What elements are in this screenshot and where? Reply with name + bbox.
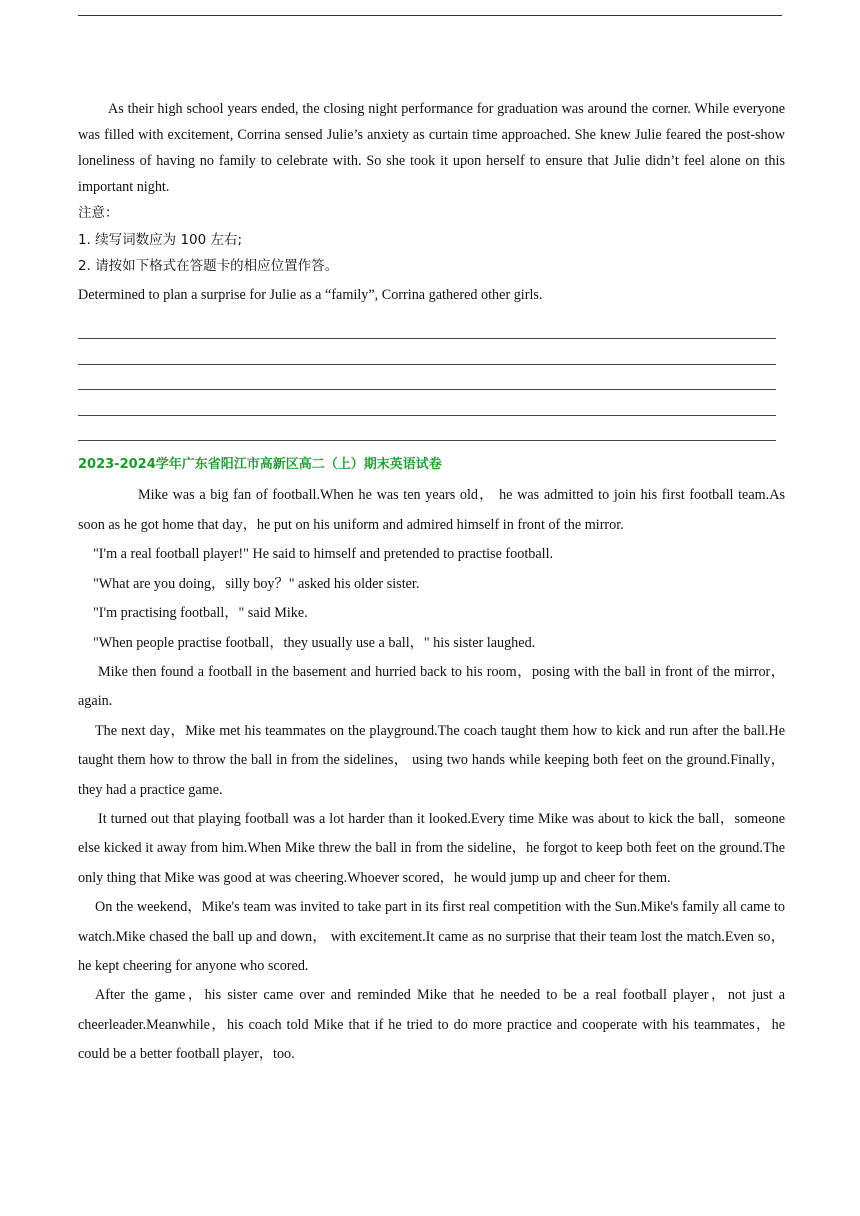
- note-item-1: 1. 续写词数应为 100 左右;: [78, 231, 243, 248]
- answer-lines: [78, 314, 785, 442]
- story-paragraph: "I'm a real football player!" He said to himself and pretended to practise football.: [93, 546, 554, 563]
- story-paragraph: After the game，his sister came over and reminded Mike that he needed to be a real football player，not just a cheerleader.Meanwhile，his coach told Mike that if he tried to do more practice and cooperate with his teammates，he could be a better football player，too.: [78, 987, 785, 1063]
- continuation-prompt: Determined to plan a surprise for Julie as a “family”, Corrina gathered other girls.: [78, 286, 543, 303]
- document-page: [78, 96, 785, 1070]
- note-item-2: 2. 请按如下格式在答题卡的相应位置作答。: [78, 258, 339, 274]
- story-paragraph: Mike was a big fan of football.When he was ten years old， he was admitted to join his first football team.As soon as he got home that day，he put on his uniform and admired himself in front of the mirror.: [78, 487, 785, 533]
- notes-label: 注意：: [78, 205, 119, 221]
- story-paragraph: "When people practise football，they usually use a ball，" his sister laughed.: [93, 634, 536, 651]
- answer-line[interactable]: [78, 314, 776, 340]
- story-paragraph: The next day，Mike met his teammates on the playground.The coach taught them how to kick and run after the ball.He taught them how to throw the ball in from the sidelines， using two hands while keeping both feet on the ground.Finally，they had a practice game.: [78, 722, 785, 798]
- section-title: 2023-2024学年广东省阳江市高新区高二（上）期末英语试卷: [78, 457, 442, 473]
- answer-line[interactable]: [78, 416, 776, 442]
- header-rule: [78, 15, 782, 16]
- story-passage: [78, 481, 785, 1069]
- story-paragraph: On the weekend，Mike's team was invited to take part in its first real competition with the Sun.Mike's family all came to watch.Mike chased the ball up and down， with excitement.It came as no surprise that their team lost the match.Even so，he kept cheering for anyone who scored.: [78, 899, 785, 974]
- answer-line[interactable]: [78, 390, 776, 416]
- story-paragraph: "What are you doing，silly boy？" asked his older sister.: [93, 575, 420, 592]
- story-paragraph: It turned out that playing football was a lot harder than it looked.Every time Mike was about to kick the ball，someone else kicked it away from him.When Mike threw the ball in from the sideline，he forgot to keep both feet on the ground.The only thing that Mike was good at was cheering.Whoever scored，he would jump up and cheer for them.: [78, 810, 785, 886]
- story-paragraph: Mike then found a football in the basement and hurried back to his room，posing with the ball in front of the mirror，again.: [78, 663, 785, 710]
- answer-line[interactable]: [78, 339, 776, 365]
- answer-line[interactable]: [78, 365, 776, 391]
- story-paragraph: "I'm practising football，" said Mike.: [93, 605, 308, 622]
- intro-paragraph: As their high school years ended, the closing night performance for graduation was around the corner. While everyone was filled with excitement, Corrina sensed Julie’s anxiety as curtain time approached. She knew Julie feared the post-show loneliness of having no family to celebrate with. So she took it upon herself to ensure that Julie didn’t feel alone on this important night.: [78, 101, 785, 195]
